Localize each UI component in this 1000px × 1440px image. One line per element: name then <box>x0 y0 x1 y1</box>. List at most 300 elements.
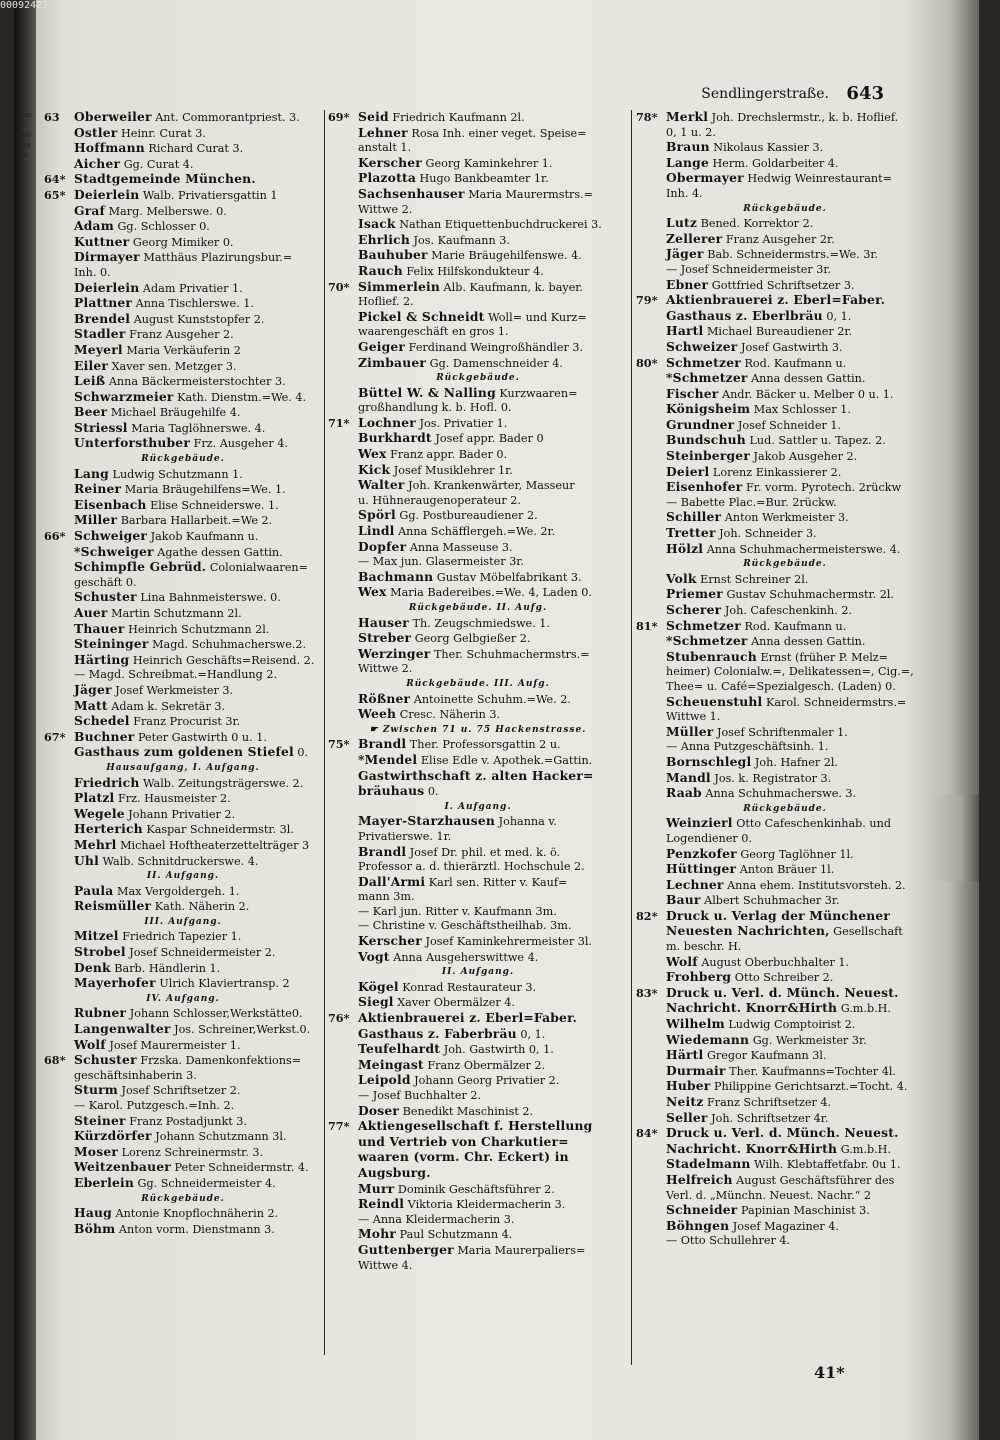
directory-entry <box>44 436 322 452</box>
directory-entry <box>44 838 322 854</box>
resident-name: Stadelmann <box>666 1157 751 1172</box>
entry-details: — Christine v. Geschäftstheilhab. 3m. <box>358 919 572 933</box>
entry-details: 0, 1 u. 2. <box>666 125 716 139</box>
entry-details: Rod. Kaufmann u. <box>740 619 847 633</box>
resident-name: Gasthaus z. Faberbräu <box>358 1026 517 1041</box>
directory-entry <box>44 374 322 390</box>
directory-entry <box>636 650 934 666</box>
entry-details: Anton vorm. Dienstmann 3. <box>115 1222 275 1236</box>
resident-name: Langenwalter <box>74 1022 171 1037</box>
house-number: 67* <box>44 729 66 744</box>
entry-details: Hoflief. 2. <box>358 295 414 309</box>
entry-details: Frzska. Damenkonfektions= <box>136 1054 302 1068</box>
column-middle <box>328 110 628 1273</box>
entry-details: Fr. vorm. Pyrotech. 2rückw <box>742 481 902 495</box>
entry-details: Marg. Melberswe. 0. <box>105 204 227 218</box>
entry-details: Gg. Curat 4. <box>120 157 194 171</box>
resident-name: Mandl <box>666 770 711 785</box>
resident-name: Aktiengesellschaft f. Herstellung <box>358 1119 593 1134</box>
directory-entry <box>636 619 934 635</box>
house-number: 75* <box>328 737 350 752</box>
section-heading: Rückgebäude. III. Aufg. <box>406 678 550 689</box>
resident-name: Schmetzer <box>666 618 741 633</box>
entry-details: — Josef Buchhalter 2. <box>358 1089 482 1102</box>
resident-name: Mayerhofer <box>74 976 156 991</box>
directory-entry <box>328 386 628 402</box>
directory-entry <box>328 1213 628 1228</box>
resident-name: Teufelhardt <box>358 1042 441 1057</box>
resident-name: Wilhelm <box>666 1017 725 1032</box>
directory-entry <box>44 653 322 669</box>
directory-entry <box>636 755 934 771</box>
resident-name: Wex <box>358 585 387 600</box>
resident-name: Zellerer <box>666 231 723 246</box>
entry-details: Franz appr. Bader 0. <box>386 448 508 462</box>
resident-name: Murr <box>358 1181 395 1196</box>
resident-name: Neitz <box>666 1095 704 1109</box>
page-number: 643 <box>846 83 884 104</box>
resident-name: Huber <box>666 1079 711 1094</box>
directory-entry <box>636 1111 934 1127</box>
entry-details: Anna ehem. Institutsvorsteh. 2. <box>723 878 906 892</box>
directory-entry <box>636 986 934 1002</box>
directory-entry <box>636 187 934 202</box>
resident-name: Druck u. Verl. d. Münch. Neuest. <box>666 1126 899 1141</box>
resident-name: Schiller <box>666 510 722 525</box>
entry-details: Gottfried Schriftsetzer 3. <box>708 278 855 292</box>
resident-name: Schwarzmeier <box>74 389 174 404</box>
entry-details: Johann Schlosser,Werkstätte0. <box>126 1007 303 1021</box>
directory-entry <box>636 847 934 863</box>
entry-details: Maria Maurermstrs.= <box>464 187 593 201</box>
directory-entry <box>44 590 322 606</box>
directory-entry <box>328 156 628 172</box>
section-heading: Rückgebäude. <box>743 803 827 814</box>
directory-entry <box>636 955 934 971</box>
entry-details: Xaver sen. Metzger 3. <box>108 359 237 373</box>
resident-name: Wiedemann <box>666 1032 750 1047</box>
entry-details: Joh. Gastwirth 0, 1. <box>440 1043 554 1057</box>
entry-details: Josef Schriftenmaler 1. <box>713 725 848 739</box>
entry-details: Adam k. Sekretär 3. <box>107 699 226 713</box>
entry-details: Karl sen. Ritter v. Kauf= <box>425 875 568 889</box>
entry-details: Paul Schutzmann 4. <box>396 1228 513 1242</box>
directory-entry <box>44 1022 322 1038</box>
resident-name: Lehner <box>358 125 408 140</box>
directory-entry <box>44 157 322 173</box>
directory-entry <box>44 219 322 235</box>
entry-details: Verl. d. „Münchn. Neuest. Nachr.“ 2 <box>666 1188 872 1202</box>
resident-name: Wex <box>358 447 387 462</box>
resident-name: Wolf <box>74 1037 106 1052</box>
directory-entry <box>328 1073 628 1089</box>
directory-entry <box>44 343 322 359</box>
resident-name: Reiner <box>74 482 122 497</box>
entry-details: Lorenz Schreinermstr. 3. <box>118 1145 263 1159</box>
entry-details: anstalt 1. <box>358 141 412 155</box>
house-number: 80* <box>636 355 658 370</box>
directory-entry <box>636 603 934 619</box>
resident-name: Schmetzer <box>666 355 741 370</box>
directory-entry <box>44 637 322 653</box>
resident-name: Platzl <box>74 791 115 806</box>
section-heading: Rückgebäude. <box>743 559 827 570</box>
entry-details: Lina Bahnmeisterswe. 0. <box>136 591 281 605</box>
entry-details: Walb. Privatiersgattin 1 <box>139 188 278 202</box>
house-number: 78* <box>636 110 658 124</box>
resident-name: Miller <box>74 513 118 528</box>
resident-name: Priemer <box>666 587 723 602</box>
entry-details: Nathan Etiquettenbuchdruckerei 3. <box>395 218 602 232</box>
entry-details: Jos. k. Registrator 3. <box>710 771 832 785</box>
directory-entry <box>328 919 628 934</box>
entry-details: Elise Edle v. Apothek.=Gattin. <box>417 753 593 767</box>
directory-entry <box>636 816 934 832</box>
resident-name: Schneider <box>666 1203 738 1218</box>
directory-entry <box>636 510 934 526</box>
resident-name: Kerscher <box>358 934 422 949</box>
resident-name: Wegele <box>74 806 125 821</box>
entry-details: G.m.b.H. <box>837 1142 891 1156</box>
resident-name: Seid <box>358 110 389 124</box>
directory-entry <box>328 325 628 340</box>
column-right <box>636 110 934 1249</box>
entry-details: Wittwe 1. <box>666 710 721 724</box>
directory-entry <box>328 340 628 356</box>
directory-entry <box>44 390 322 406</box>
resident-name: Zimbauer <box>358 355 427 370</box>
directory-entry <box>636 587 934 603</box>
house-number: 70* <box>328 279 350 294</box>
resident-name: Schweiger <box>74 529 148 544</box>
resident-name: Tretter <box>666 526 716 541</box>
resident-name: Auer <box>74 606 108 620</box>
directory-entry <box>636 356 934 372</box>
directory-entry <box>636 771 934 787</box>
house-number: 68* <box>44 1053 66 1068</box>
directory-entry <box>328 814 628 830</box>
section-heading: ☛ Zwischen 71 u. 75 Hackenstrasse. <box>369 724 587 735</box>
entry-details: Peter Schneidermstr. 4. <box>170 1161 309 1175</box>
directory-entry <box>328 1227 628 1243</box>
entry-details: waarengeschäft en gros 1. <box>358 325 509 339</box>
entry-details: Josef Gastwirth 3. <box>737 340 843 354</box>
entry-details: Marie Bräugehilfenswe. 4. <box>427 249 582 263</box>
directory-entry <box>636 1189 934 1204</box>
directory-entry <box>328 647 628 663</box>
resident-name: Hölzl <box>666 541 704 556</box>
directory-entry <box>328 233 628 249</box>
entry-details: Anna Schäfflergeh.=We. 2r. <box>394 525 556 539</box>
directory-entry <box>328 141 628 156</box>
house-number: 83* <box>636 985 658 1000</box>
directory-entry <box>328 310 628 326</box>
resident-name: Gasthaus zum goldenen Stiefel <box>74 745 294 760</box>
entry-details: Joh. Schneider 3. <box>715 527 817 541</box>
resident-name: Seller <box>666 1110 708 1125</box>
entry-details: Joh. Drechslermstr., k. b. Hoflief. <box>708 111 899 124</box>
directory-entry <box>328 769 628 785</box>
entry-details: Alb. Kaufmann, k. bayer. <box>439 280 583 294</box>
directory-entry <box>328 540 628 556</box>
directory-entry <box>328 995 628 1011</box>
entry-details: — Magd. Schreibmat.=Handlung 2. <box>74 668 278 682</box>
resident-name: Durmair <box>666 1063 726 1078</box>
entry-details: 0, 1. <box>516 1027 546 1041</box>
resident-name: Härtl <box>666 1048 704 1063</box>
section-heading: II. Aufgang. <box>146 871 220 882</box>
directory-entry <box>44 529 322 545</box>
directory-entry <box>44 421 322 437</box>
directory-entry <box>328 463 628 479</box>
resident-name: Pickel & Schneidt <box>358 309 485 324</box>
directory-entry <box>636 542 934 558</box>
resident-name: Aicher <box>74 156 121 171</box>
directory-entry <box>636 480 934 496</box>
entry-details: Georg Gelbgießer 2. <box>411 632 531 646</box>
entry-details: — Max jun. Glasermeister 3r. <box>358 555 524 569</box>
book-binding <box>14 0 36 1440</box>
directory-entry <box>328 830 628 845</box>
entry-details: Anna Schuhmacherswe. 3. <box>701 787 857 801</box>
resident-name: Weitzenbauer <box>74 1160 171 1175</box>
resident-name: Hartl <box>666 324 704 339</box>
resident-name: Mohr <box>358 1227 397 1242</box>
directory-entry <box>636 171 934 187</box>
entry-details: Thee= u. Café=Spezialgesch. (Laden) 0. <box>666 679 896 693</box>
resident-name: Schuster <box>74 1053 137 1068</box>
directory-entry <box>636 433 934 449</box>
entry-details: Gg. Postbureaudiener 2. <box>395 509 538 523</box>
section-heading: I. Aufgang. <box>444 801 512 812</box>
directory-entry <box>44 976 322 992</box>
directory-entry <box>328 890 628 905</box>
entry-details: Joh. Cafeschenkinh. 2. <box>721 604 853 617</box>
directory-entry <box>44 745 322 761</box>
directory-entry <box>44 1069 322 1084</box>
directory-entry <box>328 356 628 372</box>
resident-name: Lochner <box>358 415 416 430</box>
entry-details: Franz Procurist 3r. <box>129 715 241 729</box>
directory-entry <box>636 1001 934 1017</box>
directory-entry <box>328 1135 628 1151</box>
entry-details: Anna Tischlerswe. 1. <box>132 297 254 311</box>
entry-details: Franz Ausgeher 2r. <box>722 232 835 246</box>
entry-details: Ant. Commorantpriest. 3. <box>151 111 300 124</box>
directory-entry <box>44 266 322 281</box>
entry-details: Ulrich Klaviertransp. 2 <box>155 977 290 991</box>
entry-details: Benedikt Maschinist 2. <box>399 1104 534 1118</box>
section-heading: Rückgebäude. <box>141 1193 225 1204</box>
directory-entry <box>44 606 322 622</box>
resident-name: Deierl <box>666 464 710 479</box>
entry-details: August Kunststopfer 2. <box>130 312 265 326</box>
directory-entry <box>636 1079 934 1095</box>
entry-details: Bab. Schneidermstrs.=We. 3r. <box>703 248 879 262</box>
directory-entry <box>44 560 322 576</box>
entry-details: Frz. Hausmeister 2. <box>114 792 231 806</box>
directory-entry <box>328 187 628 203</box>
resident-name: Simmerlein <box>358 279 440 294</box>
directory-entry <box>44 576 322 591</box>
resident-name: Denk <box>74 960 111 975</box>
directory-entry <box>44 929 322 945</box>
directory-entry <box>328 1166 628 1182</box>
directory-entry <box>636 247 934 263</box>
entry-details: Antoinette Schuhm.=We. 2. <box>410 692 571 706</box>
resident-name: Plattner <box>74 296 133 311</box>
directory-entry <box>328 1182 628 1198</box>
resident-name: Stadtgemeinde München. <box>74 172 256 187</box>
directory-entry <box>44 281 322 297</box>
directory-entry <box>328 753 628 769</box>
directory-entry <box>328 934 628 950</box>
directory-entry <box>636 832 934 847</box>
house-number: 77* <box>328 1119 350 1134</box>
resident-name: Rauch <box>358 263 403 278</box>
entry-details: Jos. Kaufmann 3. <box>409 233 510 247</box>
entry-details: Maria Badereibes.=We. 4, Laden 0. <box>386 586 592 600</box>
entry-details: Papinian Maschinist 3. <box>737 1204 870 1218</box>
directory-entry <box>44 1053 322 1069</box>
resident-name: Stubenrauch <box>666 649 757 664</box>
entry-details: Georg Taglöhner 1l. <box>736 847 854 861</box>
column-left <box>44 110 322 1237</box>
directory-entry <box>44 1083 322 1099</box>
entry-details: — Karl jun. Ritter v. Kaufmann 3m. <box>358 904 557 918</box>
entry-details: Albert Schuhmacher 3r. <box>700 894 840 908</box>
entry-details: Johann Georg Privatier 2. <box>410 1074 560 1088</box>
entry-details: Ludwig Comptoirist 2. <box>724 1018 856 1032</box>
resident-name: Ebner <box>666 277 709 292</box>
directory-entry <box>328 1089 628 1104</box>
directory-entry <box>44 204 322 220</box>
entry-details: Elise Schneiderswe. 1. <box>146 498 279 512</box>
house-number: 81* <box>636 618 658 633</box>
resident-name: Weinzierl <box>666 816 733 831</box>
directory-entry <box>328 1104 628 1120</box>
entry-details: Anton Bräuer 1l. <box>736 863 835 877</box>
directory-entry <box>636 293 934 309</box>
entry-details: Professor a. d. thierärztl. Hochschule 2. <box>358 860 585 874</box>
resident-name: *Schmetzer <box>666 634 748 649</box>
resident-name: Moser <box>74 1144 119 1159</box>
resident-name: Kerscher <box>358 155 422 170</box>
entry-details: Ludwig Schutzmann 1. <box>108 467 243 481</box>
entry-details: Franz Schriftsetzer 4. <box>703 1096 832 1109</box>
house-number: 66* <box>44 529 66 544</box>
directory-entry <box>44 513 322 529</box>
directory-entry <box>328 845 628 861</box>
entry-details: großhandlung k. b. Hofl. 0. <box>358 401 512 415</box>
directory-entry <box>328 110 628 126</box>
entry-details: Philippine Gerichtsarzt.=Tocht. 4. <box>710 1080 908 1094</box>
directory-entry <box>328 1243 628 1259</box>
house-number: 63 <box>44 110 60 124</box>
directory-entry <box>44 312 322 328</box>
entry-details: Jakob Kaufmann u. <box>147 530 259 544</box>
directory-entry <box>636 309 934 325</box>
directory-entry <box>328 555 628 570</box>
directory-entry <box>636 1126 934 1142</box>
directory-entry <box>636 1142 934 1158</box>
resident-name: Stadler <box>74 327 126 342</box>
resident-name: Obermayer <box>666 171 744 186</box>
entry-details: Josef Kaminkehrermeister 3l. <box>421 935 592 949</box>
directory-entry <box>636 1095 934 1111</box>
directory-entry <box>44 250 322 266</box>
directory-entry <box>636 110 934 126</box>
directory-entry <box>44 884 322 900</box>
resident-name: Dall'Armi <box>358 874 426 889</box>
directory-entry <box>44 791 322 807</box>
directory-entry <box>636 1033 934 1049</box>
resident-name: Buchner <box>74 729 135 744</box>
entry-details: Lud. Sattler u. Tapez. 2. <box>745 434 886 448</box>
resident-name: Druck u. Verlag der Münchener <box>666 908 891 923</box>
directory-entry <box>44 699 322 715</box>
entry-details: Gustav Möbelfabrikant 3. <box>433 570 582 584</box>
section-heading: Rückgebäude. II. Aufg. <box>408 603 548 613</box>
entry-details: Michael Hoftheaterzettelträger 3 <box>116 838 310 852</box>
resident-name: Steinberger <box>666 449 750 464</box>
directory-entry <box>636 1219 934 1235</box>
directory-entry <box>328 478 628 494</box>
directory-entry <box>328 280 628 296</box>
entry-details: Walb. Schnitdruckerswe. 4. <box>98 854 259 868</box>
directory-entry <box>44 498 322 514</box>
directory-entry <box>44 188 322 204</box>
directory-entry <box>328 248 628 264</box>
directory-entry <box>328 692 628 708</box>
resident-name: Meingast <box>358 1057 424 1072</box>
entry-details: Herm. Goldarbeiter 4. <box>708 156 839 170</box>
directory-entry <box>636 878 934 894</box>
directory-entry <box>44 126 322 142</box>
entry-details: Ernst Schreiner 2l. <box>696 572 809 586</box>
resident-name: Härting <box>74 652 130 667</box>
resident-name: *Schmetzer <box>666 371 748 386</box>
directory-entry <box>44 1038 322 1054</box>
directory-entry <box>328 447 628 463</box>
entry-details: Heinrich Geschäfts=Reisend. 2. <box>129 653 315 667</box>
entry-details: Walb. Zeitungsträgerswe. 2. <box>139 776 304 790</box>
entry-details: Johann Privatier 2. <box>124 807 236 821</box>
resident-name: Haug <box>74 1206 112 1221</box>
entry-details: Wittwe 2. <box>358 662 413 676</box>
resident-name: Rößner <box>358 691 411 706</box>
entry-details: Cresc. Näherin 3. <box>396 708 501 722</box>
directory-entry <box>636 1048 934 1064</box>
resident-name: Jäger <box>74 682 112 697</box>
entry-details: Franz Obermälzer 2. <box>423 1058 546 1072</box>
directory-entry <box>44 961 322 977</box>
directory-entry <box>636 680 934 695</box>
entry-details: 0. <box>424 785 439 799</box>
resident-name: Lutz <box>666 216 698 231</box>
directory-entry <box>328 416 628 432</box>
house-number: 76* <box>328 1011 350 1026</box>
resident-name: Raab <box>666 786 702 801</box>
directory-entry <box>636 725 934 741</box>
resident-name: Wolf <box>666 954 698 969</box>
directory-entry <box>44 945 322 961</box>
resident-name: Siegl <box>358 995 394 1010</box>
resident-name: Mayer-Starzhausen <box>358 814 496 829</box>
directory-entry <box>328 203 628 218</box>
resident-name: Ostler <box>74 125 118 140</box>
directory-entry <box>636 665 934 680</box>
